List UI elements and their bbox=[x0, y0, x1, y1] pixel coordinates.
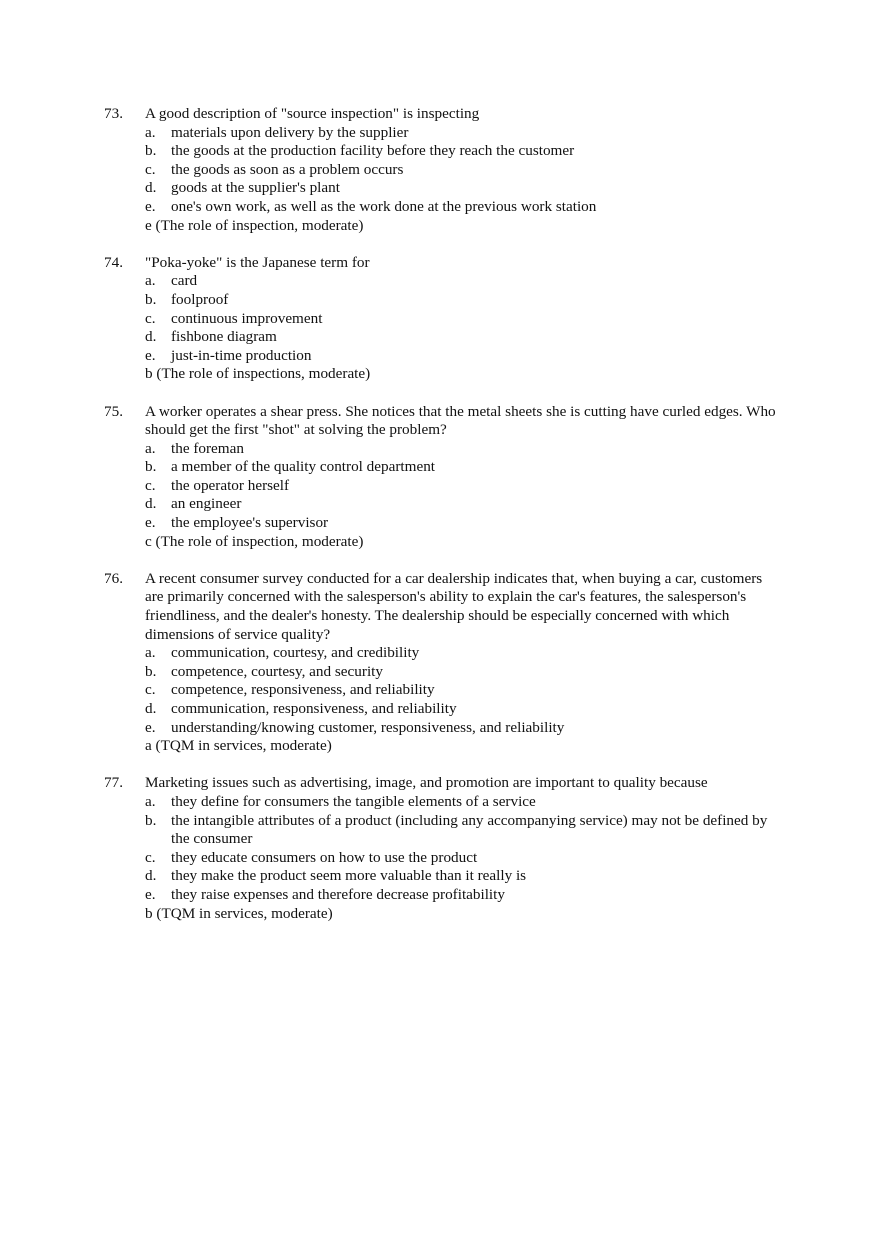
question-stem: "Poka-yoke" is the Japanese term for bbox=[145, 253, 370, 271]
answer-key: b (TQM in services, moderate) bbox=[145, 904, 333, 922]
option-letter: b. bbox=[145, 458, 157, 476]
answer-key: e (The role of inspection, moderate) bbox=[145, 216, 364, 234]
option-text: they educate consumers on how to use the product bbox=[171, 848, 478, 866]
option-letter: e. bbox=[145, 885, 156, 903]
option-letter: d. bbox=[145, 867, 157, 885]
option-letter: c. bbox=[145, 160, 156, 178]
question-stem: Marketing issues such as advertising, image, and promotion are important to quality because bbox=[145, 774, 708, 792]
question-number: 73. bbox=[104, 105, 123, 122]
answer-option bbox=[145, 440, 777, 459]
question-block bbox=[0, 105, 880, 235]
option-letter: a. bbox=[145, 644, 156, 662]
option-text: communication, responsiveness, and reliability bbox=[171, 700, 457, 717]
question-list bbox=[0, 105, 880, 942]
answer-option bbox=[145, 477, 777, 496]
option-text: competence, responsiveness, and reliability bbox=[171, 681, 435, 699]
option-letter: a. bbox=[145, 792, 156, 810]
answer-option bbox=[145, 328, 777, 347]
answer-option bbox=[145, 793, 777, 812]
option-text: goods at the supplier's plant bbox=[171, 179, 340, 197]
option-text: the foreman bbox=[171, 439, 244, 457]
option-text: competence, courtesy, and security bbox=[171, 662, 383, 680]
answer-option bbox=[145, 347, 777, 366]
option-letter: e. bbox=[145, 197, 156, 215]
answer-option bbox=[145, 291, 777, 310]
question-block bbox=[0, 774, 880, 923]
option-letter: e. bbox=[145, 346, 156, 364]
option-letter: d. bbox=[145, 328, 157, 346]
option-text: foolproof bbox=[171, 290, 229, 308]
option-text: they make the product seem more valuable than it really is bbox=[171, 867, 527, 885]
option-text: materials upon delivery by the supplier bbox=[171, 123, 409, 141]
answer-key: c (The role of inspection, moderate) bbox=[145, 532, 364, 550]
option-text: the employee's supervisor bbox=[171, 514, 329, 532]
option-text: the intangible attributes of a product (including any accompanying service) may not be defined by the consumer bbox=[171, 811, 768, 848]
question-stem: A worker operates a shear press. She notices that the metal sheets she is cutting have curled edges. Who should get the first "shot" at solving the problem? bbox=[145, 402, 776, 439]
answer-option bbox=[145, 700, 777, 719]
option-text: just-in-time production bbox=[171, 346, 312, 364]
option-text: continuous improvement bbox=[171, 309, 323, 327]
option-text: card bbox=[171, 272, 198, 290]
question-body bbox=[145, 254, 777, 384]
answer-option bbox=[145, 849, 777, 868]
question-number: 74. bbox=[104, 253, 123, 271]
option-letter: b. bbox=[145, 142, 157, 160]
answer-option bbox=[145, 886, 777, 905]
question-block bbox=[0, 254, 880, 384]
question-number: 77. bbox=[104, 774, 123, 792]
answer-option bbox=[145, 719, 777, 738]
option-text: a member of the quality control department bbox=[171, 458, 436, 476]
option-text: the goods as soon as a problem occurs bbox=[171, 160, 404, 178]
answer-key: b (The role of inspections, moderate) bbox=[145, 365, 371, 383]
option-text: they raise expenses and therefore decrease profitability bbox=[171, 885, 505, 903]
option-letter: c. bbox=[145, 848, 156, 866]
answer-option bbox=[145, 161, 777, 180]
question-body bbox=[145, 105, 777, 235]
question-block bbox=[0, 403, 880, 552]
option-text: an engineer bbox=[171, 495, 242, 513]
option-text: fishbone diagram bbox=[171, 328, 277, 346]
answer-key: a (TQM in services, moderate) bbox=[145, 737, 332, 755]
option-letter: a. bbox=[145, 123, 156, 141]
question-body bbox=[145, 570, 777, 756]
answer-option bbox=[145, 514, 777, 533]
option-letter: c. bbox=[145, 309, 156, 327]
option-text: communication, courtesy, and credibility bbox=[171, 644, 420, 662]
answer-option bbox=[145, 495, 777, 514]
option-letter: a. bbox=[145, 439, 156, 457]
option-letter: d. bbox=[145, 495, 157, 513]
option-text: understanding/knowing customer, responsiveness, and reliability bbox=[171, 718, 565, 736]
option-letter: c. bbox=[145, 476, 156, 494]
answer-option bbox=[145, 867, 777, 886]
option-text: the operator herself bbox=[171, 476, 290, 494]
answer-option bbox=[145, 310, 777, 329]
answer-option bbox=[145, 458, 777, 477]
option-letter: d. bbox=[145, 179, 157, 197]
question-body bbox=[145, 774, 777, 923]
answer-option bbox=[145, 644, 777, 663]
question-block bbox=[0, 570, 880, 756]
option-text: they define for consumers the tangible elements of a service bbox=[171, 792, 536, 810]
option-letter: e. bbox=[145, 514, 156, 532]
question-number: 76. bbox=[104, 569, 123, 587]
question-body bbox=[145, 403, 777, 552]
option-letter: a. bbox=[145, 272, 156, 290]
option-letter: b. bbox=[145, 811, 157, 829]
option-letter: b. bbox=[145, 662, 157, 680]
answer-option bbox=[145, 142, 777, 161]
question-stem: A recent consumer survey conducted for a car dealership indicates that, when buying a car, customers are primarily concerned with the salesperson's ability to explain the car's features, the salesperson's friendliness, and the dealer's honesty. The dealership should be especially concerned with which dimensions of service quality? bbox=[145, 569, 763, 643]
answer-option bbox=[145, 272, 777, 291]
option-text: the goods at the production facility before they reach the customer bbox=[171, 142, 575, 160]
option-letter: e. bbox=[145, 718, 156, 736]
option-letter: b. bbox=[145, 290, 157, 308]
question-stem: A good description of "source inspection" is inspecting bbox=[145, 105, 480, 122]
answer-option bbox=[145, 812, 777, 849]
option-letter: d. bbox=[145, 700, 157, 717]
answer-option bbox=[145, 663, 777, 682]
option-text: one's own work, as well as the work done at the previous work station bbox=[171, 197, 597, 215]
answer-option bbox=[145, 198, 777, 217]
option-letter: c. bbox=[145, 681, 156, 699]
answer-option bbox=[145, 124, 777, 143]
answer-option bbox=[145, 681, 777, 700]
question-number: 75. bbox=[104, 402, 123, 420]
answer-option bbox=[145, 179, 777, 198]
